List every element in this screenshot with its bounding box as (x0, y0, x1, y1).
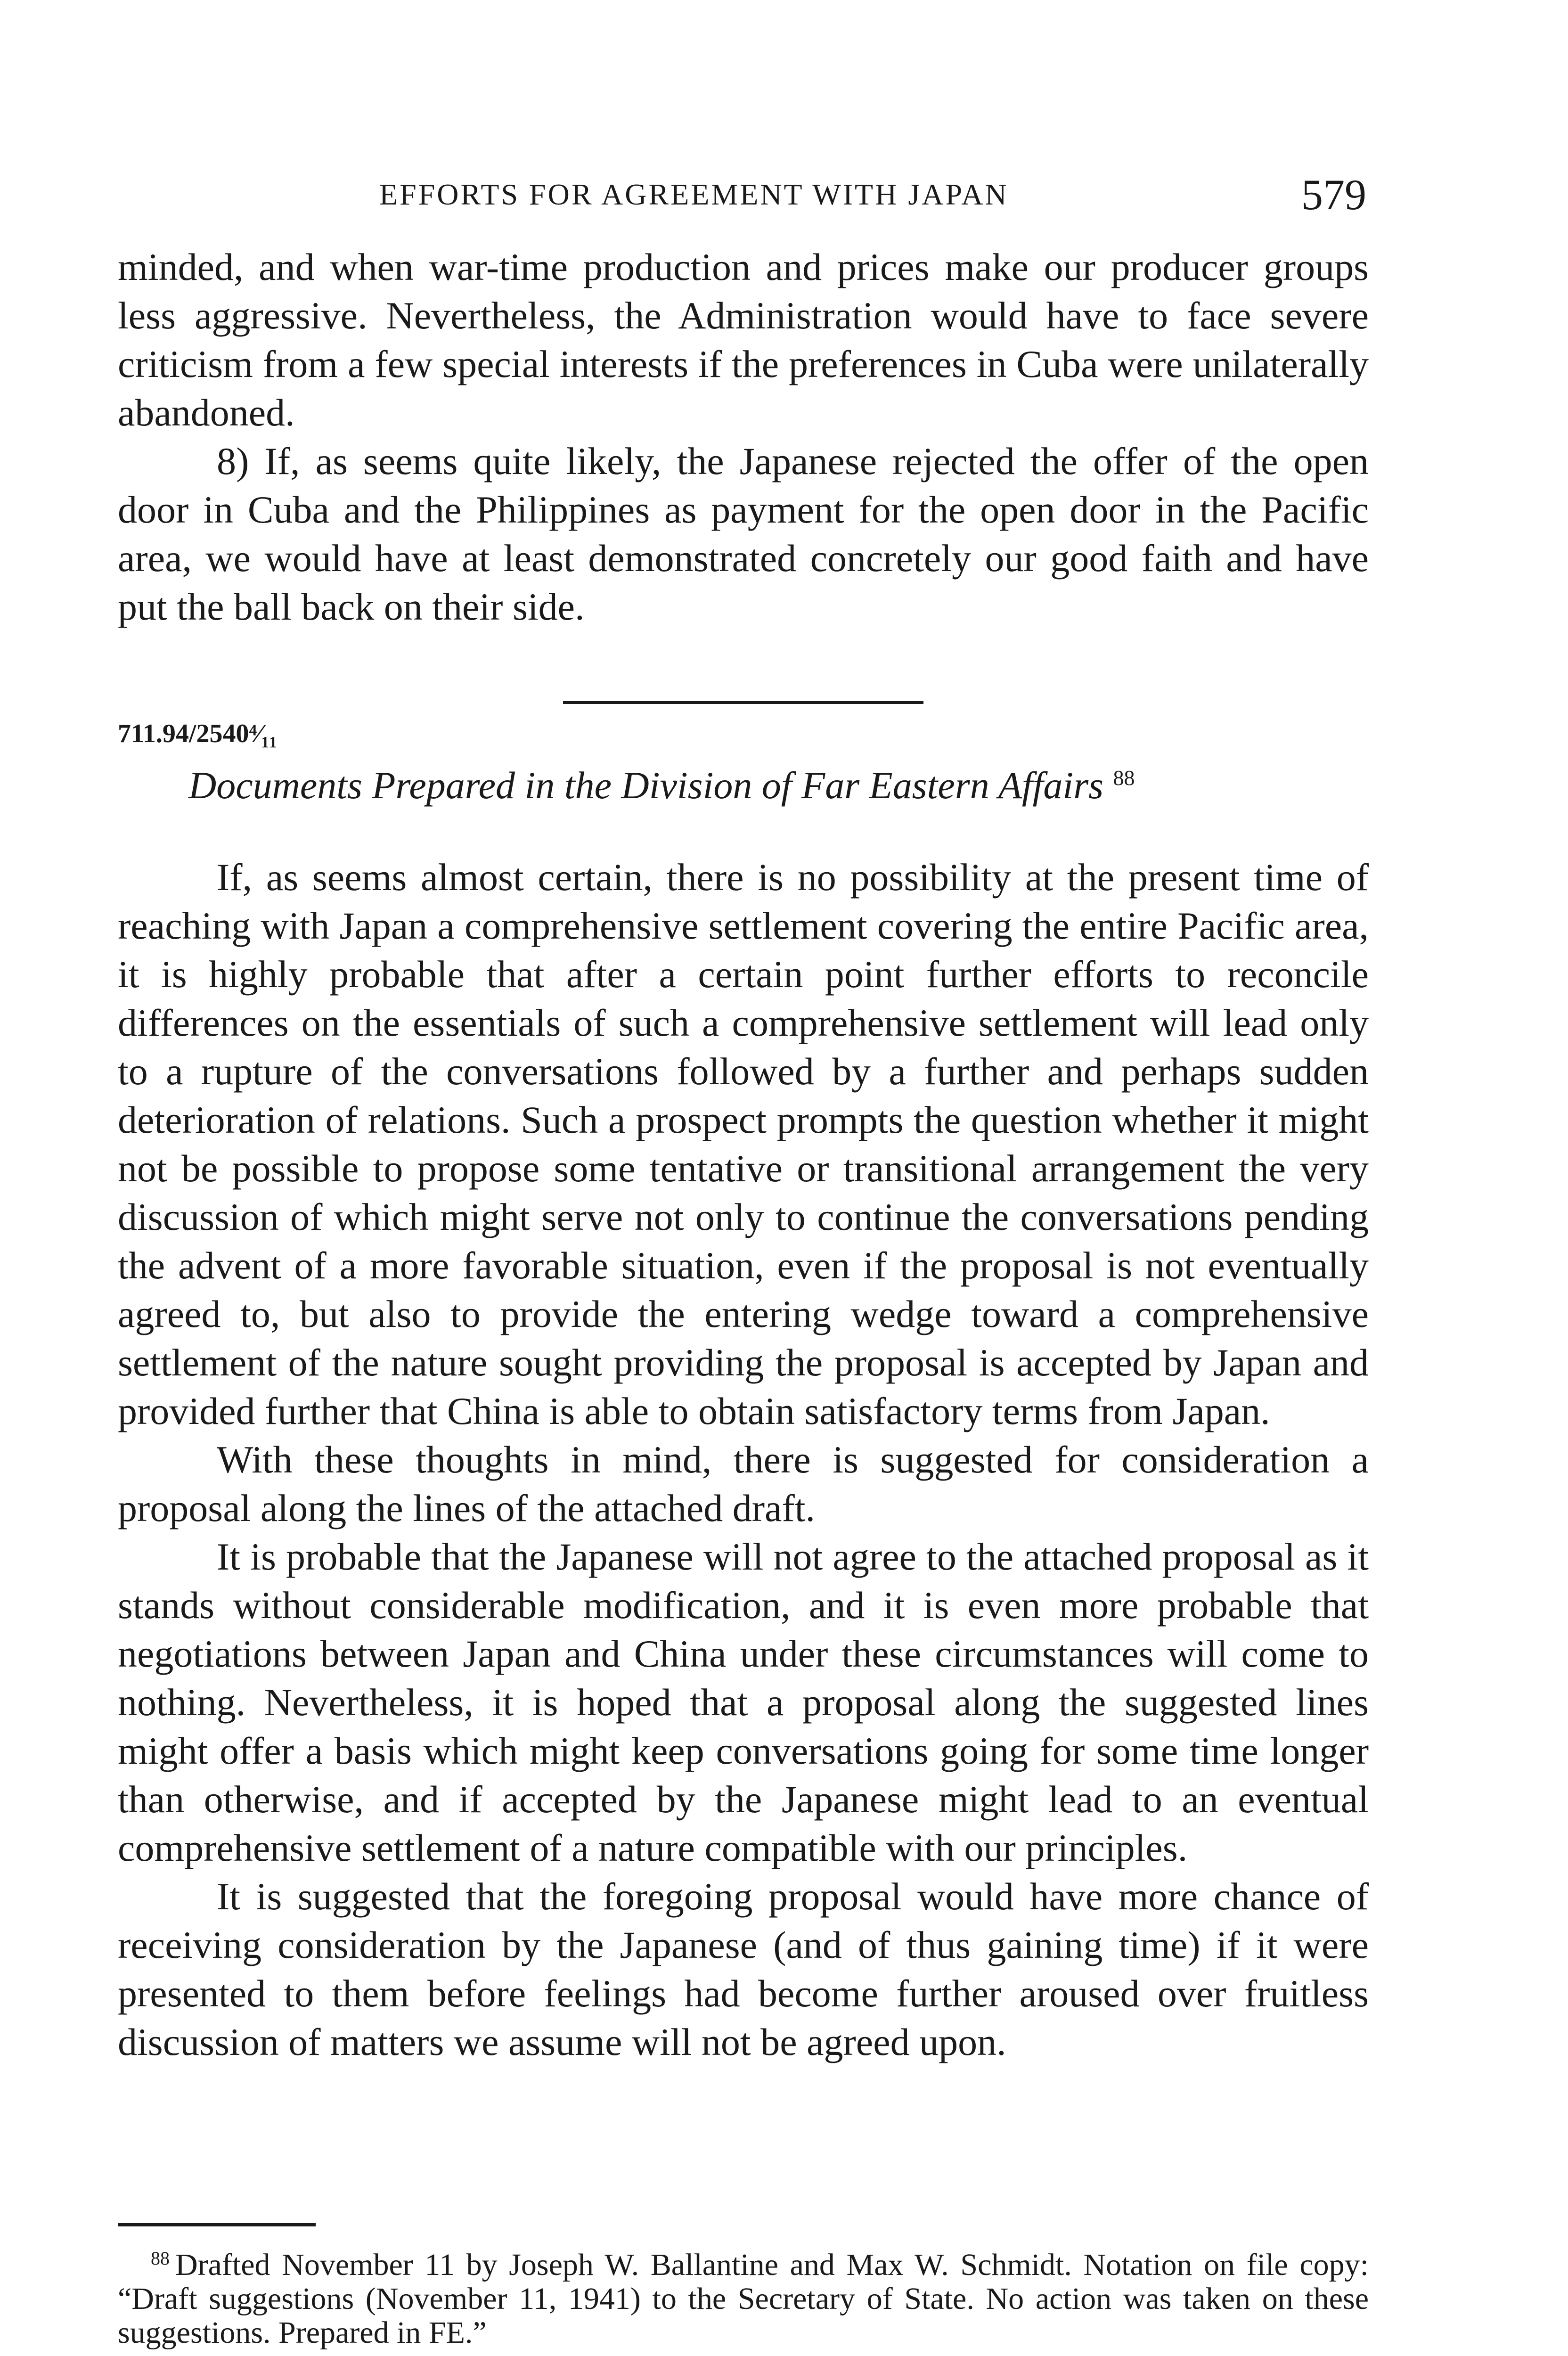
running-title: EFFORTS FOR AGREEMENT WITH JAPAN (379, 178, 1009, 211)
continued-text (118, 243, 1369, 631)
paragraph: It is probable that the Japanese will not agree to the attached proposal as it stands without considerable modification, and it is even more probable that negotiations between Japan and China under these circumstances will come to nothing. Nevertheless, it is hoped that a proposal along the suggested lines might offer a basis which might keep conversations going for some time longer than otherwise, and if accepted by the Japanese might lead to an eventual comprehensive settlement of a nature compatible with our principles. (118, 1535, 1369, 1869)
document-heading (188, 763, 1135, 808)
section-divider (563, 701, 923, 704)
paragraph: With these thoughts in mind, there is suggested for consideration a proposal along the lines of the attached draft. (118, 1438, 1369, 1530)
file-number: 711.94/2540⁴⁄₁₁ (118, 719, 278, 748)
footnote-marker: 88 (151, 2248, 170, 2269)
footnote (118, 2241, 1369, 2350)
document-heading-text: Documents Prepared in the Division of Far Eastern Affairs (188, 764, 1104, 807)
paragraph: If, as seems almost certain, there is no possibility at the present time of reaching with Japan a comprehensive settlement covering the entire Pacific area, it is highly probable that after a certain point further efforts to reconcile differences on the essentials of such a comprehensive settlement will lead only to a rupture of the conversations followed by a further and perhaps sudden deterioration of relations. Such a prospect prompts the question whether it might not be possible to propose some tentative or transitional arrangement the very discussion of which might serve not only to continue the conversations pending the advent of a more favorable situation, even if the proposal is not eventually agreed to, but also to provide the entering wedge toward a comprehensive settlement of the nature sought providing the proposal is accepted by Japan and provided further that China is able to obtain satisfactory terms from Japan. (118, 856, 1369, 1432)
page-number: 579 (1301, 171, 1366, 219)
paragraph: It is suggested that the foregoing proposal would have more chance of receiving consideration by the Japanese (and of thus gaining time) if it were presented to them before feelings had become further aroused over fruitless discussion of matters we assume will not be agreed upon. (118, 1875, 1369, 2063)
footnote-reference: 88 (1113, 766, 1135, 790)
footnote-text: Drafted November 11 by Joseph W. Ballantine and Max W. Schmidt. Notation on file copy: “Draft suggestions (November 11, 1941) to the Secretary of State. No action was taken on these suggestions. Prepared in FE.” (118, 2248, 1369, 2350)
document-body (118, 853, 1369, 2066)
paragraph: minded, and when war-time production and prices make our producer groups less aggressive. Nevertheless, the Administration would have to face severe criticism from a few special interests if the preferences in Cuba were unilaterally abandoned. (118, 245, 1369, 434)
running-header (118, 170, 1366, 226)
paragraph: 8) If, as seems quite likely, the Japanese rejected the offer of the open door in Cuba and the Philippines as payment for the open door in the Pacific area, we would have at least demonstrated concretely our good faith and have put the ball back on their side. (118, 440, 1369, 628)
footnote-divider (118, 2223, 316, 2226)
